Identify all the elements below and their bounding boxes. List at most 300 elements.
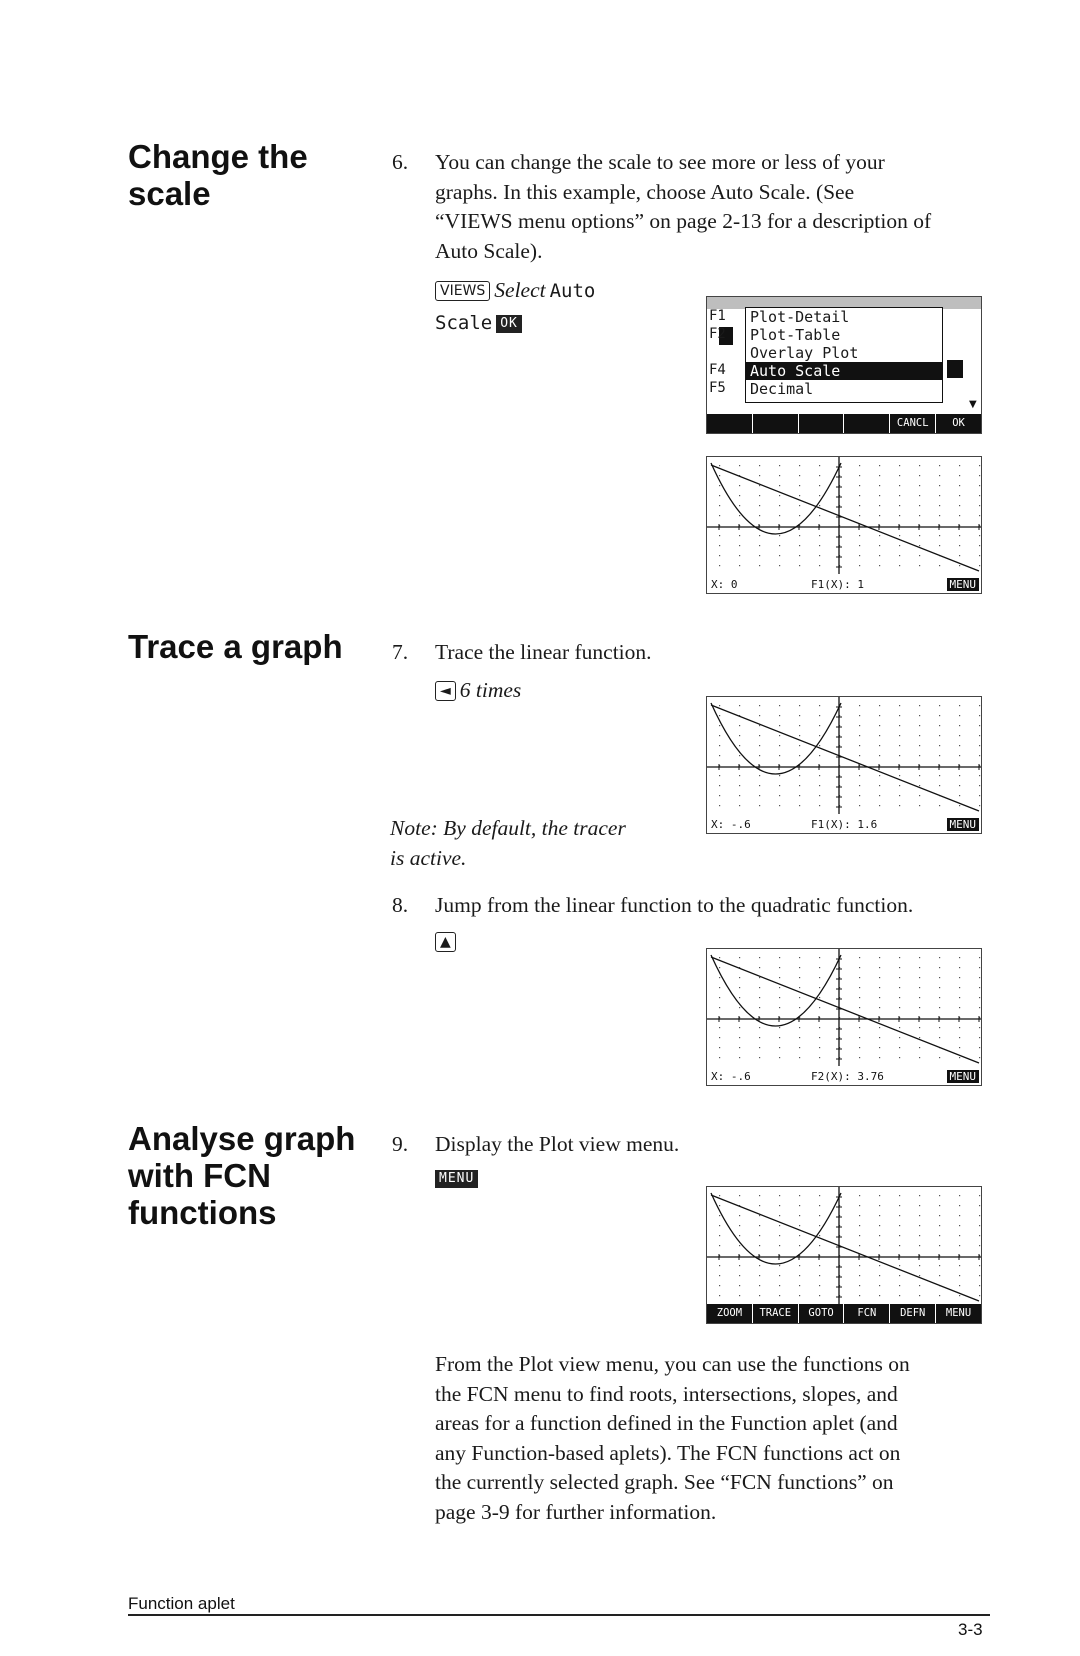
grid-dot (799, 1027, 800, 1028)
ok-softkey: OK (496, 315, 522, 333)
quadratic-function-curve (711, 955, 841, 1026)
softkey-blank (707, 414, 753, 433)
heading-change-scale (128, 138, 308, 212)
grid-dot (719, 1047, 720, 1048)
text-line: Note: By default, the tracer (390, 816, 626, 840)
grid-dot (919, 755, 920, 756)
grid-dot (719, 1225, 720, 1226)
grid-dot (859, 1225, 860, 1226)
grid-dot (739, 735, 740, 736)
grid-dot (819, 957, 820, 958)
grid-dot (899, 1215, 900, 1216)
grid-dot (739, 805, 740, 806)
grid-dot (779, 745, 780, 746)
step-number: 7. (392, 640, 409, 664)
grid-dot (899, 795, 900, 796)
grid-dot (819, 1037, 820, 1038)
grid-dot (779, 1275, 780, 1276)
menu-item-auto-scale[interactable]: Auto Scale (746, 362, 942, 380)
grid-dot (939, 1295, 940, 1296)
grid-dot (939, 967, 940, 968)
grid-dot (979, 1195, 980, 1196)
grid-dot (919, 745, 920, 746)
grid-dot (899, 505, 900, 506)
grid-dot (959, 1205, 960, 1206)
text-line: is active. (390, 845, 467, 870)
grid-dot (939, 987, 940, 988)
menu-softkey[interactable]: MENU (947, 1070, 980, 1083)
grid-dot (819, 1235, 820, 1236)
grid-dot (899, 1265, 900, 1266)
grid-dot (719, 745, 720, 746)
grid-dot (959, 795, 960, 796)
function-readout: F1(X): 1 (811, 578, 864, 591)
softkey-zoom[interactable]: ZOOM (707, 1304, 753, 1323)
grid-dot (939, 755, 940, 756)
grid-dot (879, 977, 880, 978)
grid-dot (799, 1195, 800, 1196)
grid-dot (979, 1205, 980, 1206)
grid-dot (899, 1225, 900, 1226)
graph-screen-2 (706, 696, 982, 834)
heading-line: Trace a graph (128, 628, 343, 665)
grid-dot (919, 495, 920, 496)
grid-dot (899, 1245, 900, 1246)
menu-softkey-instruction: MENU (435, 1170, 478, 1188)
grid-dot (739, 755, 740, 756)
grid-dot (779, 465, 780, 466)
grid-dot (879, 957, 880, 958)
grid-dot (799, 967, 800, 968)
grid-dot (959, 475, 960, 476)
grid-dot (959, 957, 960, 958)
grid-dot (779, 987, 780, 988)
grid-dot (879, 795, 880, 796)
grid-dot (879, 775, 880, 776)
grid-dot (719, 1245, 720, 1246)
text-line: page 3-9 for further information. (435, 1499, 717, 1524)
softkey-goto[interactable]: GOTO (799, 1304, 845, 1323)
grid-dot (719, 1205, 720, 1206)
grid-dot (959, 545, 960, 546)
grid-dot (959, 1295, 960, 1296)
grid-dot (719, 755, 720, 756)
grid-dot (719, 1007, 720, 1008)
grid-dot (799, 785, 800, 786)
grid-dot (919, 977, 920, 978)
function-readout: F2(X): 3.76 (811, 1070, 884, 1083)
grid-dot (879, 745, 880, 746)
grid-dot (959, 755, 960, 756)
grid-dot (959, 1275, 960, 1276)
grid-dot (759, 1225, 760, 1226)
plot-area (707, 457, 981, 574)
menu-item-overlay-plot[interactable]: Overlay Plot (750, 344, 859, 362)
grid-dot (879, 485, 880, 486)
grid-dot (779, 957, 780, 958)
status-bar (707, 1066, 981, 1085)
grid-dot (979, 705, 980, 706)
grid-dot (899, 805, 900, 806)
grid-dot (879, 565, 880, 566)
grid-dot (899, 1037, 900, 1038)
grid-dot (919, 1215, 920, 1216)
grid-dot (759, 545, 760, 546)
grid-dot (979, 1027, 980, 1028)
grid-dot (719, 1295, 720, 1296)
grid-dot (859, 725, 860, 726)
grid-dot (919, 997, 920, 998)
grid-dot (879, 715, 880, 716)
grid-dot (719, 977, 720, 978)
grid-dot (739, 725, 740, 726)
grid-dot (799, 1225, 800, 1226)
grid-dot (919, 735, 920, 736)
grid-dot (819, 1215, 820, 1216)
grid-dot (879, 725, 880, 726)
grid-dot (799, 535, 800, 536)
grid-dot (799, 957, 800, 958)
grid-dot (819, 735, 820, 736)
grid-dot (879, 735, 880, 736)
grid-dot (919, 535, 920, 536)
grid-dot (739, 1057, 740, 1058)
grid-dot (779, 775, 780, 776)
softkey-fcn[interactable]: FCN (844, 1304, 890, 1323)
grid-dot (879, 805, 880, 806)
grid-dot (919, 775, 920, 776)
step-7-text: Trace the linear function. (435, 640, 652, 664)
grid-dot (859, 475, 860, 476)
grid-dot (819, 535, 820, 536)
grid-dot (819, 755, 820, 756)
grid-dot (859, 1265, 860, 1266)
grid-dot (979, 795, 980, 796)
step-7-instruction (435, 676, 521, 706)
grid-dot (719, 535, 720, 536)
menu-softkey[interactable]: MENU (947, 818, 980, 831)
grid-dot (879, 505, 880, 506)
quadratic-function-curve (711, 703, 841, 774)
softkey-cancel[interactable]: CANCL (890, 414, 936, 433)
grid-dot (719, 1037, 720, 1038)
grid-dot (919, 465, 920, 466)
grid-dot (899, 957, 900, 958)
grid-dot (919, 1245, 920, 1246)
grid-dot (879, 535, 880, 536)
grid-dot (879, 1037, 880, 1038)
grid-dot (979, 1295, 980, 1296)
grid-dot (759, 535, 760, 536)
grid-dot (819, 475, 820, 476)
grid-dot (919, 545, 920, 546)
grid-dot (759, 805, 760, 806)
grid-dot (739, 1215, 740, 1216)
grid-dot (899, 1235, 900, 1236)
grid-dot (979, 1007, 980, 1008)
grid-dot (899, 745, 900, 746)
status-bar (707, 574, 981, 593)
grid-dot (919, 987, 920, 988)
grid-dot (779, 805, 780, 806)
grid-dot (979, 735, 980, 736)
grid-dot (739, 565, 740, 566)
note-tracer-active (390, 814, 626, 873)
grid-dot (979, 785, 980, 786)
function-label: F4 (709, 362, 726, 378)
grid-dot (759, 1047, 760, 1048)
grid-dot (959, 987, 960, 988)
grid-dot (759, 1027, 760, 1028)
grid-dot (879, 1265, 880, 1266)
grid-dot (919, 1047, 920, 1048)
grid-dot (819, 515, 820, 516)
grid-dot (759, 1295, 760, 1296)
grid-dot (859, 715, 860, 716)
grid-dot (859, 495, 860, 496)
grid-dot (919, 785, 920, 786)
text-line: Auto Scale). (435, 238, 543, 263)
grid-dot (719, 805, 720, 806)
softkey-defn[interactable]: DEFN (890, 1304, 936, 1323)
grid-dot (779, 755, 780, 756)
grid-dot (819, 555, 820, 556)
grid-dot (739, 1245, 740, 1246)
grid-dot (759, 735, 760, 736)
softkey-menu[interactable]: MENU (945, 1307, 972, 1319)
plot-area (707, 697, 981, 814)
grid-dot (899, 977, 900, 978)
instruction-auto: Auto (549, 280, 596, 302)
grid-dot (939, 535, 940, 536)
grid-dot (979, 725, 980, 726)
heading-line: Analyse graph (128, 1120, 356, 1157)
grid-dot (959, 775, 960, 776)
grid-dot (819, 977, 820, 978)
grid-dot (899, 1027, 900, 1028)
function-label: F1 (709, 308, 726, 324)
grid-dot (779, 725, 780, 726)
grid-dot (899, 705, 900, 706)
grid-dot (779, 1235, 780, 1236)
grid-dot (859, 795, 860, 796)
grid-dot (939, 1037, 940, 1038)
grid-dot (979, 555, 980, 556)
grid-dot (959, 705, 960, 706)
grid-dot (859, 485, 860, 486)
grid-dot (899, 465, 900, 466)
grid-dot (939, 465, 940, 466)
grid-dot (899, 495, 900, 496)
grid-dot (719, 725, 720, 726)
grid-dot (959, 1265, 960, 1266)
grid-dot (879, 465, 880, 466)
grid-dot (939, 977, 940, 978)
grid-dot (859, 1007, 860, 1008)
grid-dot (799, 987, 800, 988)
grid-dot (979, 1037, 980, 1038)
grid-dot (859, 515, 860, 516)
heading-line: scale (128, 175, 211, 212)
grid-dot (799, 705, 800, 706)
grid-dot (799, 775, 800, 776)
grid-dot (899, 545, 900, 546)
grid-dot (779, 977, 780, 978)
function-label: F3 (719, 344, 736, 360)
grid-dot (939, 1057, 940, 1058)
grid-dot (959, 785, 960, 786)
grid-dot (979, 1275, 980, 1276)
grid-dot (919, 795, 920, 796)
grid-dot (719, 1215, 720, 1216)
grid-dot (899, 785, 900, 786)
softkey-blank (799, 414, 845, 433)
grid-dot (919, 515, 920, 516)
grid-dot (779, 545, 780, 546)
grid-dot (819, 1275, 820, 1276)
grid-dot (819, 715, 820, 716)
grid-dot (919, 1265, 920, 1266)
text-line: the currently selected graph. See “FCN functions” on (435, 1470, 894, 1494)
linear-function-curve (711, 465, 979, 571)
grid-dot (819, 785, 820, 786)
grid-dot (879, 755, 880, 756)
grid-dot (979, 967, 980, 968)
grid-dot (819, 805, 820, 806)
grid-dot (719, 1195, 720, 1196)
quadratic-function-curve (711, 463, 841, 534)
grid-dot (979, 1057, 980, 1058)
grid-dot (799, 465, 800, 466)
grid-dot (919, 1235, 920, 1236)
grid-dot (979, 977, 980, 978)
grid-dot (819, 495, 820, 496)
views-softkey-bar (707, 414, 981, 433)
grid-dot (959, 1235, 960, 1236)
grid-dot (879, 1195, 880, 1196)
grid-dot (819, 1265, 820, 1266)
grid-dot (919, 967, 920, 968)
grid-dot (979, 997, 980, 998)
grid-dot (859, 1037, 860, 1038)
grid-dot (759, 1205, 760, 1206)
grid-dot (879, 1295, 880, 1296)
instruction-scale: Scale (435, 312, 493, 334)
grid-dot (759, 465, 760, 466)
text-line: You can change the scale to see more or less of your (435, 150, 885, 174)
grid-dot (779, 485, 780, 486)
grid-dot (759, 795, 760, 796)
grid-dot (779, 475, 780, 476)
menu-item-decimal[interactable]: Decimal (750, 380, 814, 398)
function-label: F5 (709, 380, 726, 396)
grid-dot (979, 1235, 980, 1236)
views-key: VIEWS (435, 281, 490, 301)
grid-dot (939, 997, 940, 998)
grid-dot (919, 1057, 920, 1058)
grid-dot (779, 495, 780, 496)
grid-dot (979, 1047, 980, 1048)
grid-dot (859, 785, 860, 786)
text-line: the FCN menu to find roots, intersections, slopes, and (435, 1381, 898, 1406)
heading-line: Change the (128, 138, 308, 175)
text-line: any Function-based aplets). The FCN functions act on (435, 1440, 901, 1465)
grid-dot (879, 515, 880, 516)
grid-dot (859, 1235, 860, 1236)
grid-dot (939, 957, 940, 958)
grid-dot (799, 555, 800, 556)
grid-dot (959, 997, 960, 998)
grid-dot (859, 505, 860, 506)
grid-dot (759, 997, 760, 998)
grid-dot (719, 505, 720, 506)
grid-dot (759, 495, 760, 496)
grid-dot (799, 1007, 800, 1008)
grid-dot (879, 1047, 880, 1048)
grid-dot (979, 1285, 980, 1286)
grid-dot (859, 465, 860, 466)
grid-dot (899, 475, 900, 476)
grid-dot (739, 775, 740, 776)
grid-dot (959, 505, 960, 506)
grid-dot (899, 1285, 900, 1286)
grid-dot (759, 515, 760, 516)
grid-dot (739, 495, 740, 496)
grid-dot (899, 1195, 900, 1196)
grid-dot (719, 495, 720, 496)
grid-dot (859, 1275, 860, 1276)
x-readout: X: -.6 (711, 1070, 751, 1083)
step-9-instruction (435, 1170, 478, 1189)
grid-dot (719, 785, 720, 786)
grid-dot (939, 785, 940, 786)
grid-dot (959, 967, 960, 968)
grid-dot (859, 1195, 860, 1196)
menu-item-plot-table[interactable]: Plot-Table (750, 326, 841, 344)
grid-dot (859, 555, 860, 556)
step-8-text: Jump from the linear function to the quadratic function. (435, 893, 914, 917)
grid-dot (739, 1235, 740, 1236)
grid-dot (959, 565, 960, 566)
grid-dot (719, 957, 720, 958)
grid-dot (799, 495, 800, 496)
grid-dot (939, 705, 940, 706)
grid-dot (739, 977, 740, 978)
menu-softkey[interactable]: MENU (947, 578, 980, 591)
grid-dot (799, 1235, 800, 1236)
grid-dot (719, 1265, 720, 1266)
x-readout: X: -.6 (711, 818, 751, 831)
grid-dot (759, 957, 760, 958)
grid-dot (759, 977, 760, 978)
grid-dot (899, 997, 900, 998)
grid-dot (899, 1057, 900, 1058)
grid-dot (899, 565, 900, 566)
grid-dot (939, 735, 940, 736)
grid-dot (959, 1195, 960, 1196)
grid-dot (819, 1047, 820, 1048)
grid-dot (959, 735, 960, 736)
softkey-trace[interactable]: TRACE (753, 1304, 799, 1323)
grid-dot (879, 1285, 880, 1286)
grid-dot (759, 1195, 760, 1196)
grid-dot (799, 1047, 800, 1048)
menu-item-plot-detail[interactable]: Plot-Detail (750, 308, 850, 326)
grid-dot (859, 565, 860, 566)
softkey-ok[interactable]: OK (952, 417, 965, 429)
grid-dot (759, 1007, 760, 1008)
grid-dot (739, 515, 740, 516)
